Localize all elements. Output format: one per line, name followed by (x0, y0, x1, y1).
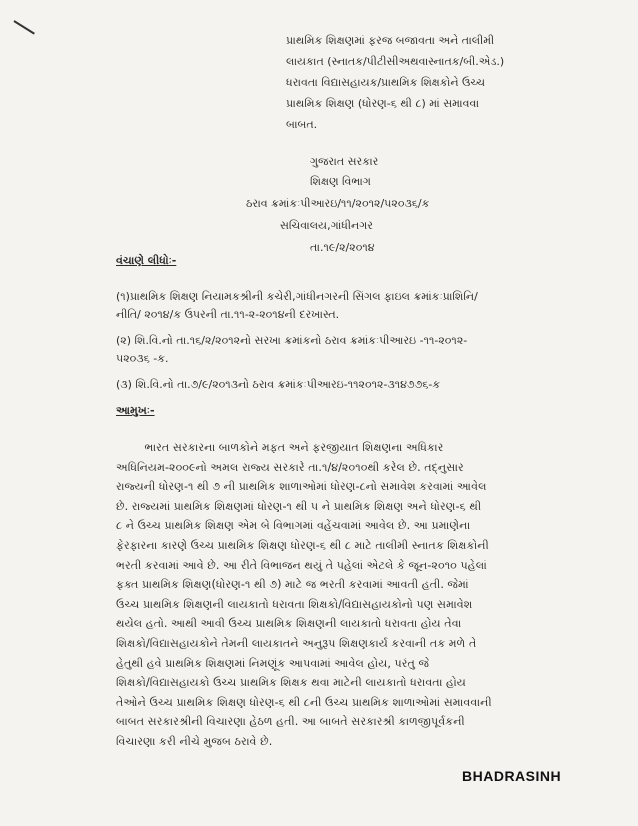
subject-line: બાબત. (286, 118, 318, 131)
subject-line: પ્રાથમિક શિક્ષણ (ધોરણ-૬ થી ૮) માં સમાવવા (286, 97, 480, 110)
body-line: ફક્ત પ્રાથમિક શિક્ષણ(ધોરણ-૧ થી ૭) માટે જ ભરતી કરવામાં આવતી હતી. જેમાં (116, 578, 469, 592)
body-line: અધિનિયમ-૨૦૦૯નો અમલ રાજ્ય સરકારે તા.૧/૪/૨૦૧૦થી કરેલ છે. તદ્નુસાર (116, 460, 464, 474)
body-line: શિક્ષકો/વિદ્યાસહાયકો ઉચ્ચ પ્રાથમિક શિક્ષક થવા માટેની લાયકાતો ધરાવતા હોય (116, 676, 466, 690)
government-name: ગુજરાત સરકાર (310, 155, 379, 168)
body-line: ઉચ્ચ પ્રાથમિક શિક્ષણની લાયકાતો ધરાવતા શિક્ષકો/વિદ્યાસહાયકોનો પણ સમાવેશ (116, 597, 473, 611)
body-line: ફેરફારના કારણે ઉચ્ચ પ્રાથમિક શિક્ષણ ધોરણ-૬ થી ૮ માટે તાલીમી સ્નાતક શિક્ષકોની (116, 538, 489, 552)
body-line: રાજ્યની ધોરણ-૧ થી ૭ ની પ્રાથમિક શાળાઓમાં ધોરણ-૮નો સમાવેશ કરવામાં આવેલ (116, 480, 487, 494)
read-heading: વંચાણે લીધોઃ- (116, 254, 177, 267)
reference-line: (૧)પ્રાથમિક શિક્ષણ નિયામકશ્રીની કચેરી,ગાંધીનગરની સિંગલ ફાઇલ ક્રમાંકઃપ્રાશિનિ/ (116, 290, 478, 303)
body-line: શિક્ષકો/વિદ્યાસહાયકોને તેમની લાયકાતને અનુરૂપ શિક્ષણકાર્ય કરવાની તક મળે તે (116, 636, 477, 650)
subject-line: ધરાવતા વિદ્યાસહાયક/પ્રાથમિક શિક્ષકોને ઉચ્ચ (286, 76, 486, 89)
reference-item (116, 288, 616, 324)
resolution-number: ઠરાવ ક્રમાંકઃપીઆરઇ/૧૧/૨૦૧૨/૫૨૦૩૬/ક (246, 197, 430, 210)
reference-item (116, 376, 616, 394)
body-line: તેઓને ઉચ્ચ પ્રાથમિક શિક્ષણ ધોરણ-૬ થી ૮ની ઉચ્ચ પ્રાથમિક શાળાઓમાં સમાવવાની (116, 695, 492, 709)
resolution-date: તા.૧૯/૨/૨૦૧૪ (310, 241, 375, 254)
body-line: છે. રાજ્યમાં પ્રાથમિક શિક્ષણમાં ધોરણ-૧ થી ૫ ને પ્રાથમિક શિક્ષણ અને ધોરણ-૬ થી (116, 499, 482, 513)
body-line: બાબત સરકારશ્રીની વિચારણા હેઠળ હતી. આ બાબતે સરકારશ્રી કાળજીપૂર્વકની (116, 715, 465, 729)
body-line: હેતુથી હવે પ્રાથમિક શિક્ષણમાં નિમણૂંક આપવામાં આવેલ હોય, પરંતુ જે (116, 656, 430, 670)
subject-line: પ્રાથમિક શિક્ષણમાં ફરજ બજાવતા અને તાલીમી (286, 34, 495, 47)
pen-stroke-mark (13, 20, 34, 34)
reference-line: (૨) શિ.વિ.નો તા.૧૬/૨/૨૦૧૨નો સરખા ક્રમાંકનો ઠરાવ ક્રમાંકઃપીઆરઇ -૧૧-૨૦૧૨- (116, 334, 468, 347)
body-line: ભરતી કરવામાં આવે છે. આ રીતે વિભાજન થયું તે પહેલાં એટલે કે જૂન-૨૦૧૦ પહેલાં (116, 558, 487, 572)
reference-item (116, 332, 616, 368)
secretariat-location: સચિવાલય,ગાંધીનગર (280, 219, 373, 232)
reference-line: ૫૨૦૩૬ -ક. (116, 352, 169, 365)
subject-block (286, 30, 616, 135)
signature-watermark: BHADRASINH (462, 768, 562, 784)
body-line: ૮ ને ઉચ્ચ પ્રાથમિક શિક્ષણ એમ બે વિભાગમાં વહેંચવામાં આવેલ છે. આ પ્રમાણેના (116, 519, 471, 533)
preamble-heading: આમુખઃ- (116, 404, 155, 417)
reference-line: નીતિ/ ૨૦૧૪/ક ઉપરની તા.૧૧-૨-૨૦૧૪ની દરખાસ્ત. (116, 308, 340, 321)
references-list (116, 288, 616, 402)
body-line: વિચારણા કરી નીચે મુજબ ઠરાવે છે. (116, 734, 273, 748)
reference-line: (૩) શિ.વિ.નો તા.૭/૯/૨૦૧૩નો ઠરાવ ક્રમાંકઃપીઆરઇ-૧૧૨૦૧૨-૩૧૪૭૭૬-ક (116, 378, 441, 391)
subject-line: લાયકાત (સ્નાતક/પીટીસીઅથવાસ્નાતક/બી.એડ.) (286, 55, 505, 68)
department-name: શિક્ષણ વિભાગ (310, 175, 371, 188)
preamble-body (116, 438, 616, 752)
body-line: ભારત સરકારના બાળકોને મફત અને ફરજીયાત શિક્ષણના અધિકાર (116, 441, 444, 454)
body-line: થયેલ હતો. આથી આવી ઉચ્ચ પ્રાથમિક શિક્ષણની લાયકાતો ધરાવતા હોય તેવા (116, 617, 462, 631)
